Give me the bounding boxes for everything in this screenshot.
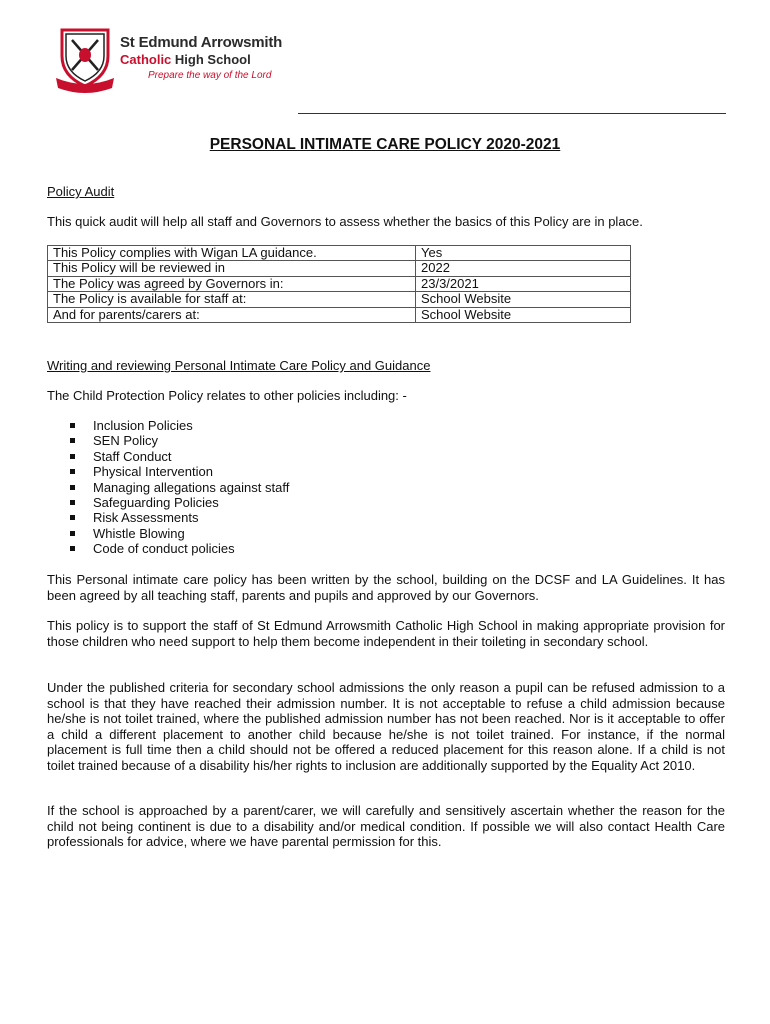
header-divider xyxy=(298,113,726,114)
audit-row-label: The Policy was agreed by Governors in: xyxy=(48,276,416,291)
audit-row xyxy=(48,246,631,261)
audit-row xyxy=(48,261,631,276)
audit-intro: This quick audit will help all staff and Governors to assess whether the basics of this Policy are in place. xyxy=(47,214,643,229)
bullet-square-icon xyxy=(70,485,75,490)
list-item xyxy=(70,433,289,448)
list-item xyxy=(70,526,289,541)
school-name-rest: High School xyxy=(171,52,251,67)
school-motto: Prepare the way of the Lord xyxy=(148,70,272,81)
list-item xyxy=(70,464,289,479)
list-item xyxy=(70,541,289,556)
list-item xyxy=(70,418,289,433)
school-name-line1: St Edmund Arrowsmith xyxy=(120,34,283,51)
bullet-square-icon xyxy=(70,423,75,428)
audit-row xyxy=(48,292,631,307)
audit-row-label: This Policy complies with Wigan LA guidance. xyxy=(48,246,416,261)
list-item-text: Inclusion Policies xyxy=(93,418,193,433)
bullet-square-icon xyxy=(70,454,75,459)
audit-row xyxy=(48,307,631,322)
list-item-text: Whistle Blowing xyxy=(93,525,185,541)
document-title: PERSONAL INTIMATE CARE POLICY 2020-2021 xyxy=(209,136,561,153)
list-item-text: Managing allegations against staff xyxy=(93,479,290,495)
audit-row-label: The Policy is available for staff at: xyxy=(48,292,416,307)
paragraph-4: If the school is approached by a parent/carer, we will carefully and sensitively ascertain whether the reason for the child not being continent is due to a disability and/or medical condition. If possible we will also contact Health Care professionals for advice, where we have parental permission for this. xyxy=(47,803,725,850)
writing-intro: The Child Protection Policy relates to other policies including: - xyxy=(47,388,407,403)
list-item-text: Risk Assessments xyxy=(93,510,199,526)
school-crest-logo xyxy=(54,26,116,98)
audit-row-value: 23/3/2021 xyxy=(416,276,631,291)
audit-row-value: School Website xyxy=(416,292,631,307)
audit-heading: Policy Audit xyxy=(47,184,115,199)
audit-row-label: And for parents/carers at: xyxy=(48,307,416,322)
bullet-square-icon xyxy=(70,438,75,443)
list-item xyxy=(70,510,289,525)
list-item-text: Code of conduct policies xyxy=(93,541,235,557)
list-item-text: Physical Intervention xyxy=(93,464,213,480)
bullet-square-icon xyxy=(70,469,75,474)
bullet-square-icon xyxy=(70,546,75,551)
related-policies-list xyxy=(70,418,289,557)
audit-table xyxy=(47,245,631,323)
list-item xyxy=(70,449,289,464)
audit-row-value: 2022 xyxy=(416,261,631,276)
bullet-square-icon xyxy=(70,531,75,536)
bullet-square-icon xyxy=(70,515,75,520)
list-item-text: Safeguarding Policies xyxy=(93,495,219,511)
audit-row-label: This Policy will be reviewed in xyxy=(48,261,416,276)
paragraph-1: This Personal intimate care policy has been written by the school, building on the DCSF and LA Guidelines. It has been agreed by all teaching staff, parents and pupils and approved by our Governors. xyxy=(47,572,725,603)
letterhead xyxy=(48,22,728,114)
bullet-square-icon xyxy=(70,500,75,505)
list-item xyxy=(70,495,289,510)
paragraph-3: Under the published criteria for secondary school admissions the only reason a pupil can be refused admission to a school is that they have reached their admission number. It is not acceptable to refuse a child admission because he/she is not toilet trained, where the published admission number has not been reached. Nor is it acceptable to offer a child a different placement to another child because he/she is not toilet trained. For instance, if the normal placement is full time then a child should not be offered a reduced placement for this reason alone. If a child is not toilet trained because of a disability his/her rights to inclusion are additionally supported by the Equality Act 2010. xyxy=(47,680,725,773)
school-name-catholic: Catholic xyxy=(120,52,172,67)
audit-row-value: School Website xyxy=(416,307,631,322)
list-item-text: SEN Policy xyxy=(93,433,159,449)
audit-row-value: Yes xyxy=(416,246,631,261)
list-item-text: Staff Conduct xyxy=(93,448,172,464)
paragraph-2: This policy is to support the staff of St Edmund Arrowsmith Catholic High School in making appropriate provision for those children who need support to help them become independent in their toileting in secondary school. xyxy=(47,618,725,649)
list-item xyxy=(70,480,289,495)
school-name-line2 xyxy=(120,52,251,67)
writing-heading: Writing and reviewing Personal Intimate Care Policy and Guidance xyxy=(47,358,431,373)
audit-row xyxy=(48,276,631,291)
